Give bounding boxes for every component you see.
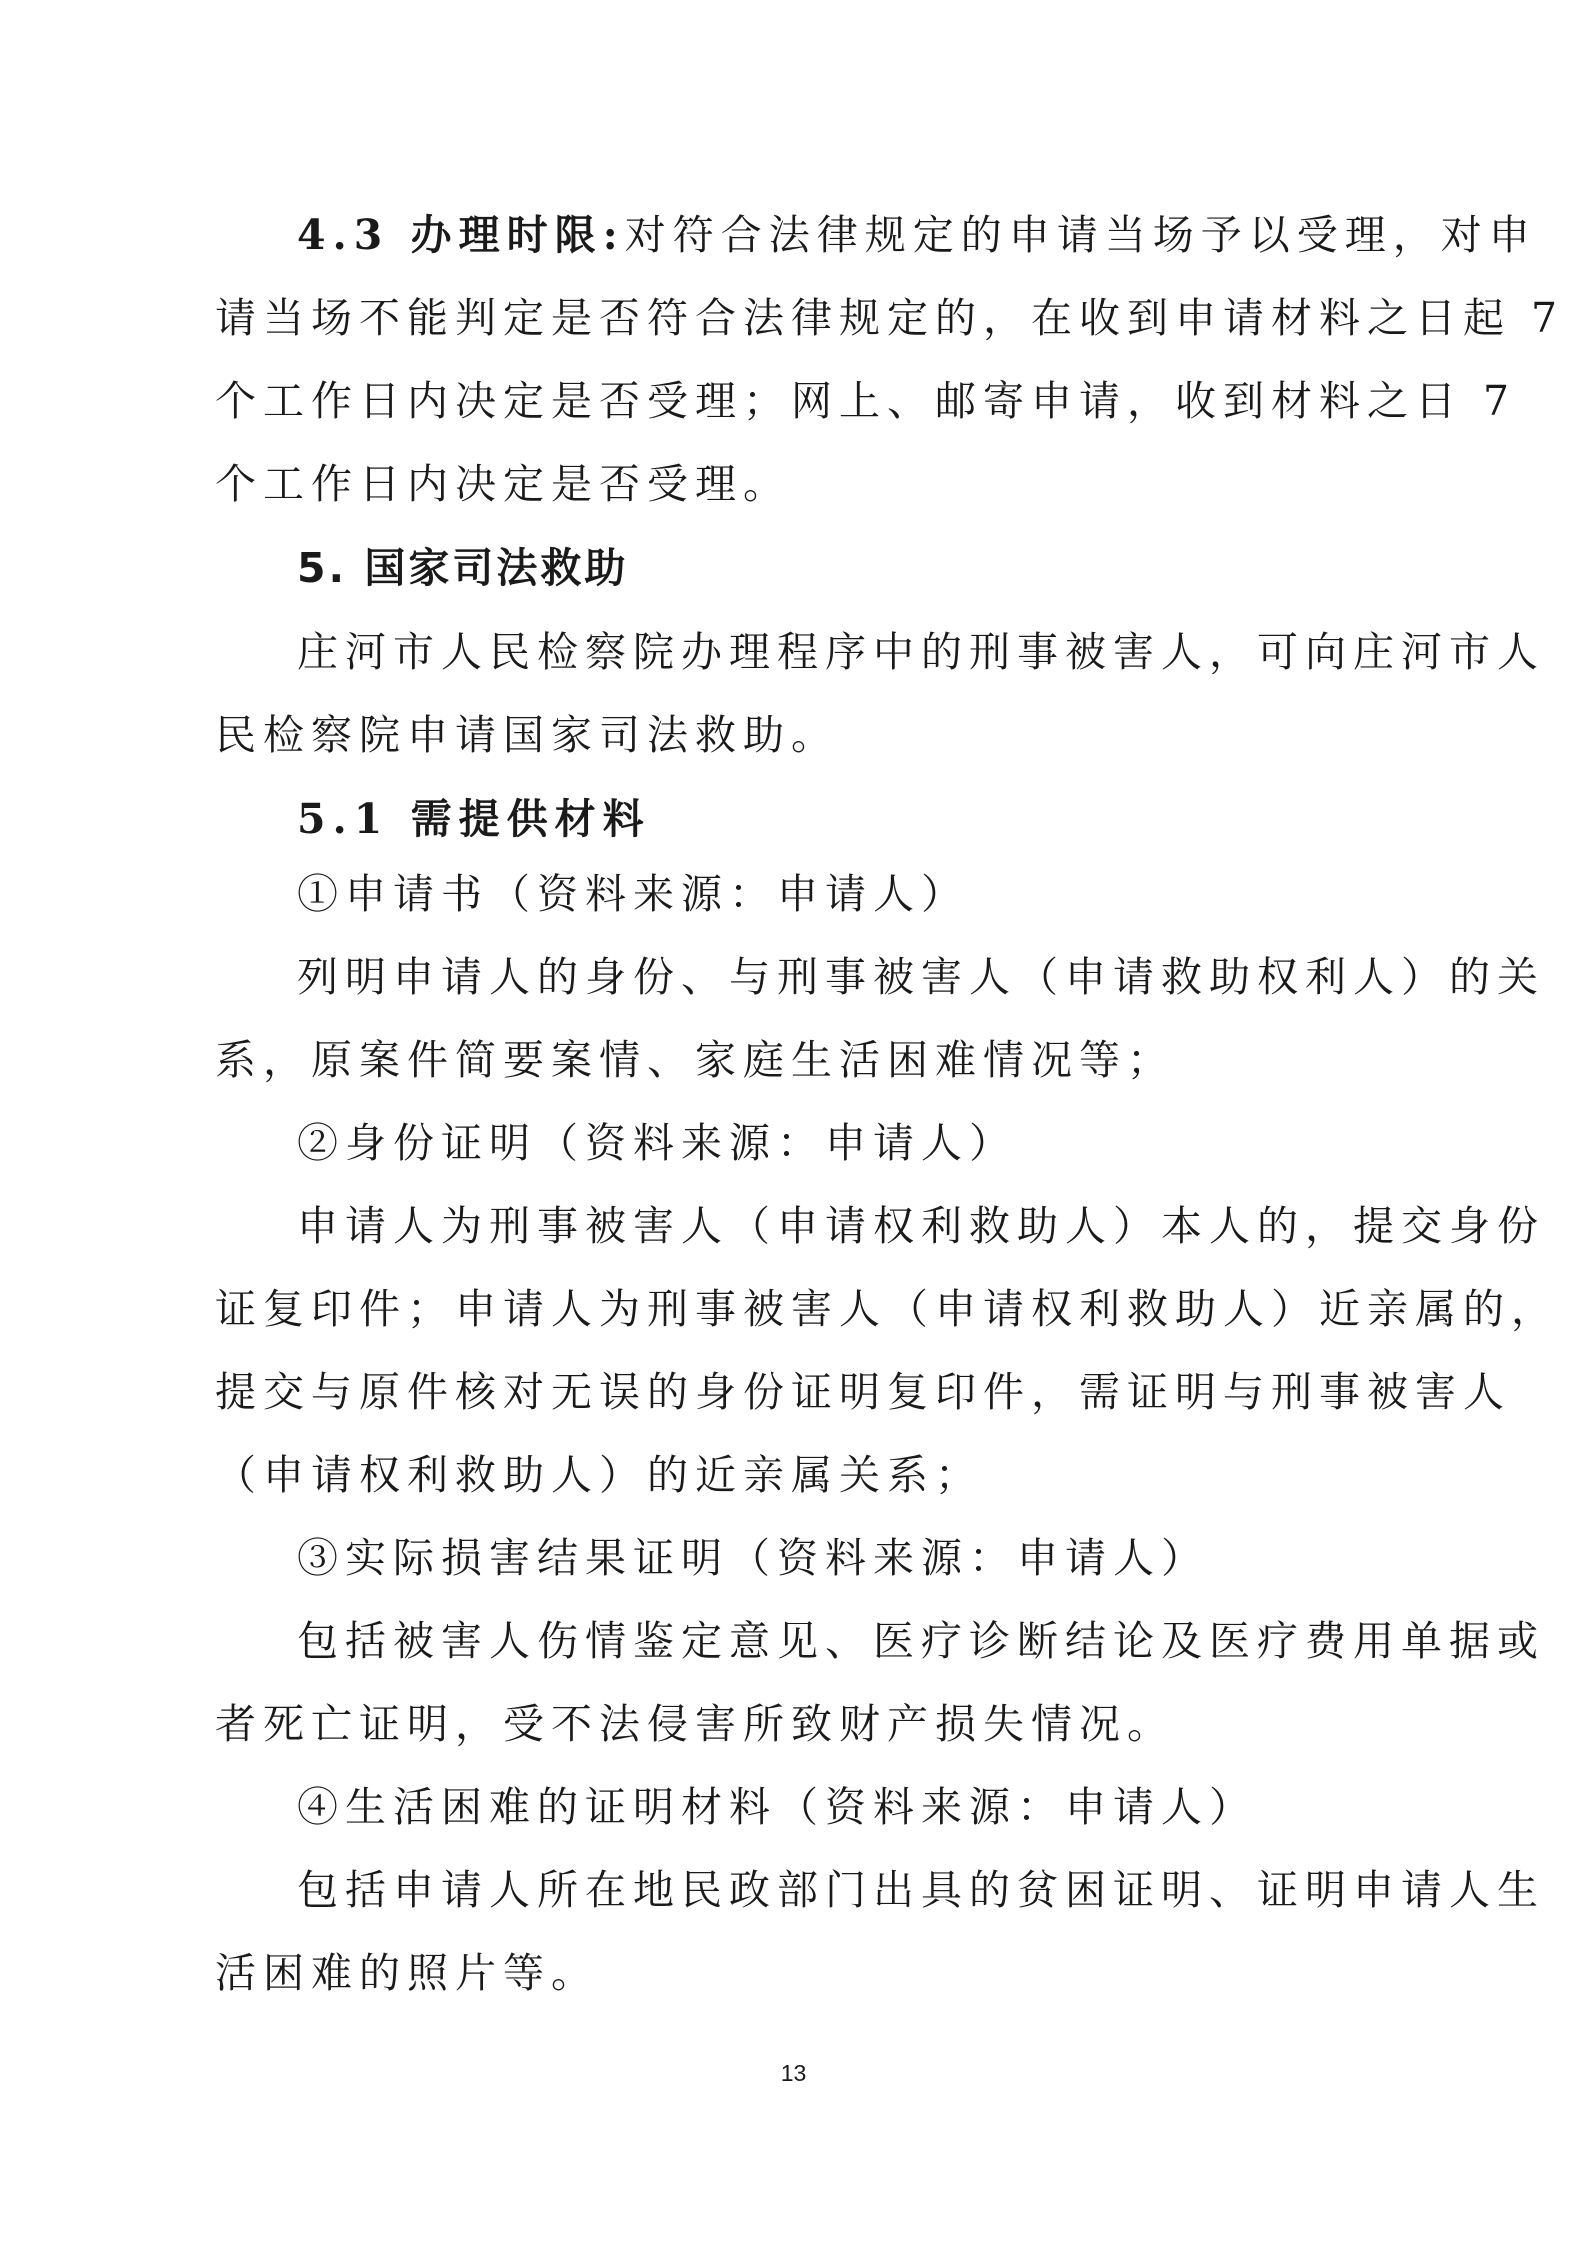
item-1-title: ①申请书（资料来源：申请人） bbox=[297, 870, 969, 918]
item-2-line-2: 证复印件；申请人为刑事被害人（申请权利救助人）近亲属的， bbox=[215, 1285, 1559, 1333]
item-2-line-1: 申请人为刑事被害人（申请权利救助人）本人的，提交身份 bbox=[297, 1202, 1545, 1250]
item-4-line-1: 包括申请人所在地民政部门出具的贫困证明、证明申请人生 bbox=[297, 1866, 1545, 1914]
item-3-title: ③实际损害结果证明（资料来源：申请人） bbox=[297, 1534, 1209, 1582]
item-3-line-2: 者死亡证明，受不法侵害所致财产损失情况。 bbox=[215, 1700, 1175, 1748]
section-4-3-line-4: 个工作日内决定是否受理。 bbox=[215, 460, 791, 508]
section-4-3-heading: 4.3 办理时限: bbox=[297, 211, 625, 259]
section-5-para-line-1: 庄河市人民检察院办理程序中的刑事被害人，可向庄河市人 bbox=[297, 628, 1545, 676]
section-5-1-heading: 5.1 需提供材料 bbox=[297, 795, 651, 843]
section-4-3-line-2: 请当场不能判定是否符合法律规定的，在收到申请材料之日起 7 bbox=[215, 294, 1565, 342]
item-1-line-1: 列明申请人的身份、与刑事被害人（申请救助权利人）的关 bbox=[297, 953, 1545, 1001]
section-5-para-line-2: 民检察院申请国家司法救助。 bbox=[215, 711, 839, 759]
item-2-line-3: 提交与原件核对无误的身份证明复印件，需证明与刑事被害人 bbox=[215, 1368, 1511, 1416]
item-4-line-2: 活困难的照片等。 bbox=[215, 1949, 599, 1997]
section-4-3-line-3: 个工作日内决定是否受理；网上、邮寄申请，收到材料之日 7 bbox=[215, 377, 1517, 425]
item-4-title: ④生活困难的证明材料（资料来源：申请人） bbox=[297, 1783, 1257, 1831]
section-4-3-line-1 bbox=[297, 205, 1537, 265]
section-5-heading: 5. 国家司法救助 bbox=[297, 544, 629, 592]
item-3-line-1: 包括被害人伤情鉴定意见、医疗诊断结论及医疗费用单据或 bbox=[297, 1617, 1545, 1665]
section-4-3-text: 对符合法律规定的申请当场予以受理，对申 bbox=[624, 211, 1537, 259]
item-2-line-4: （申请权利救助人）的近亲属关系； bbox=[215, 1451, 983, 1499]
item-1-line-2: 系，原案件简要案情、家庭生活困难情况等； bbox=[215, 1036, 1175, 1084]
item-2-title: ②身份证明（资料来源：申请人） bbox=[297, 1119, 1017, 1167]
page-number: 13 bbox=[780, 2060, 807, 2086]
